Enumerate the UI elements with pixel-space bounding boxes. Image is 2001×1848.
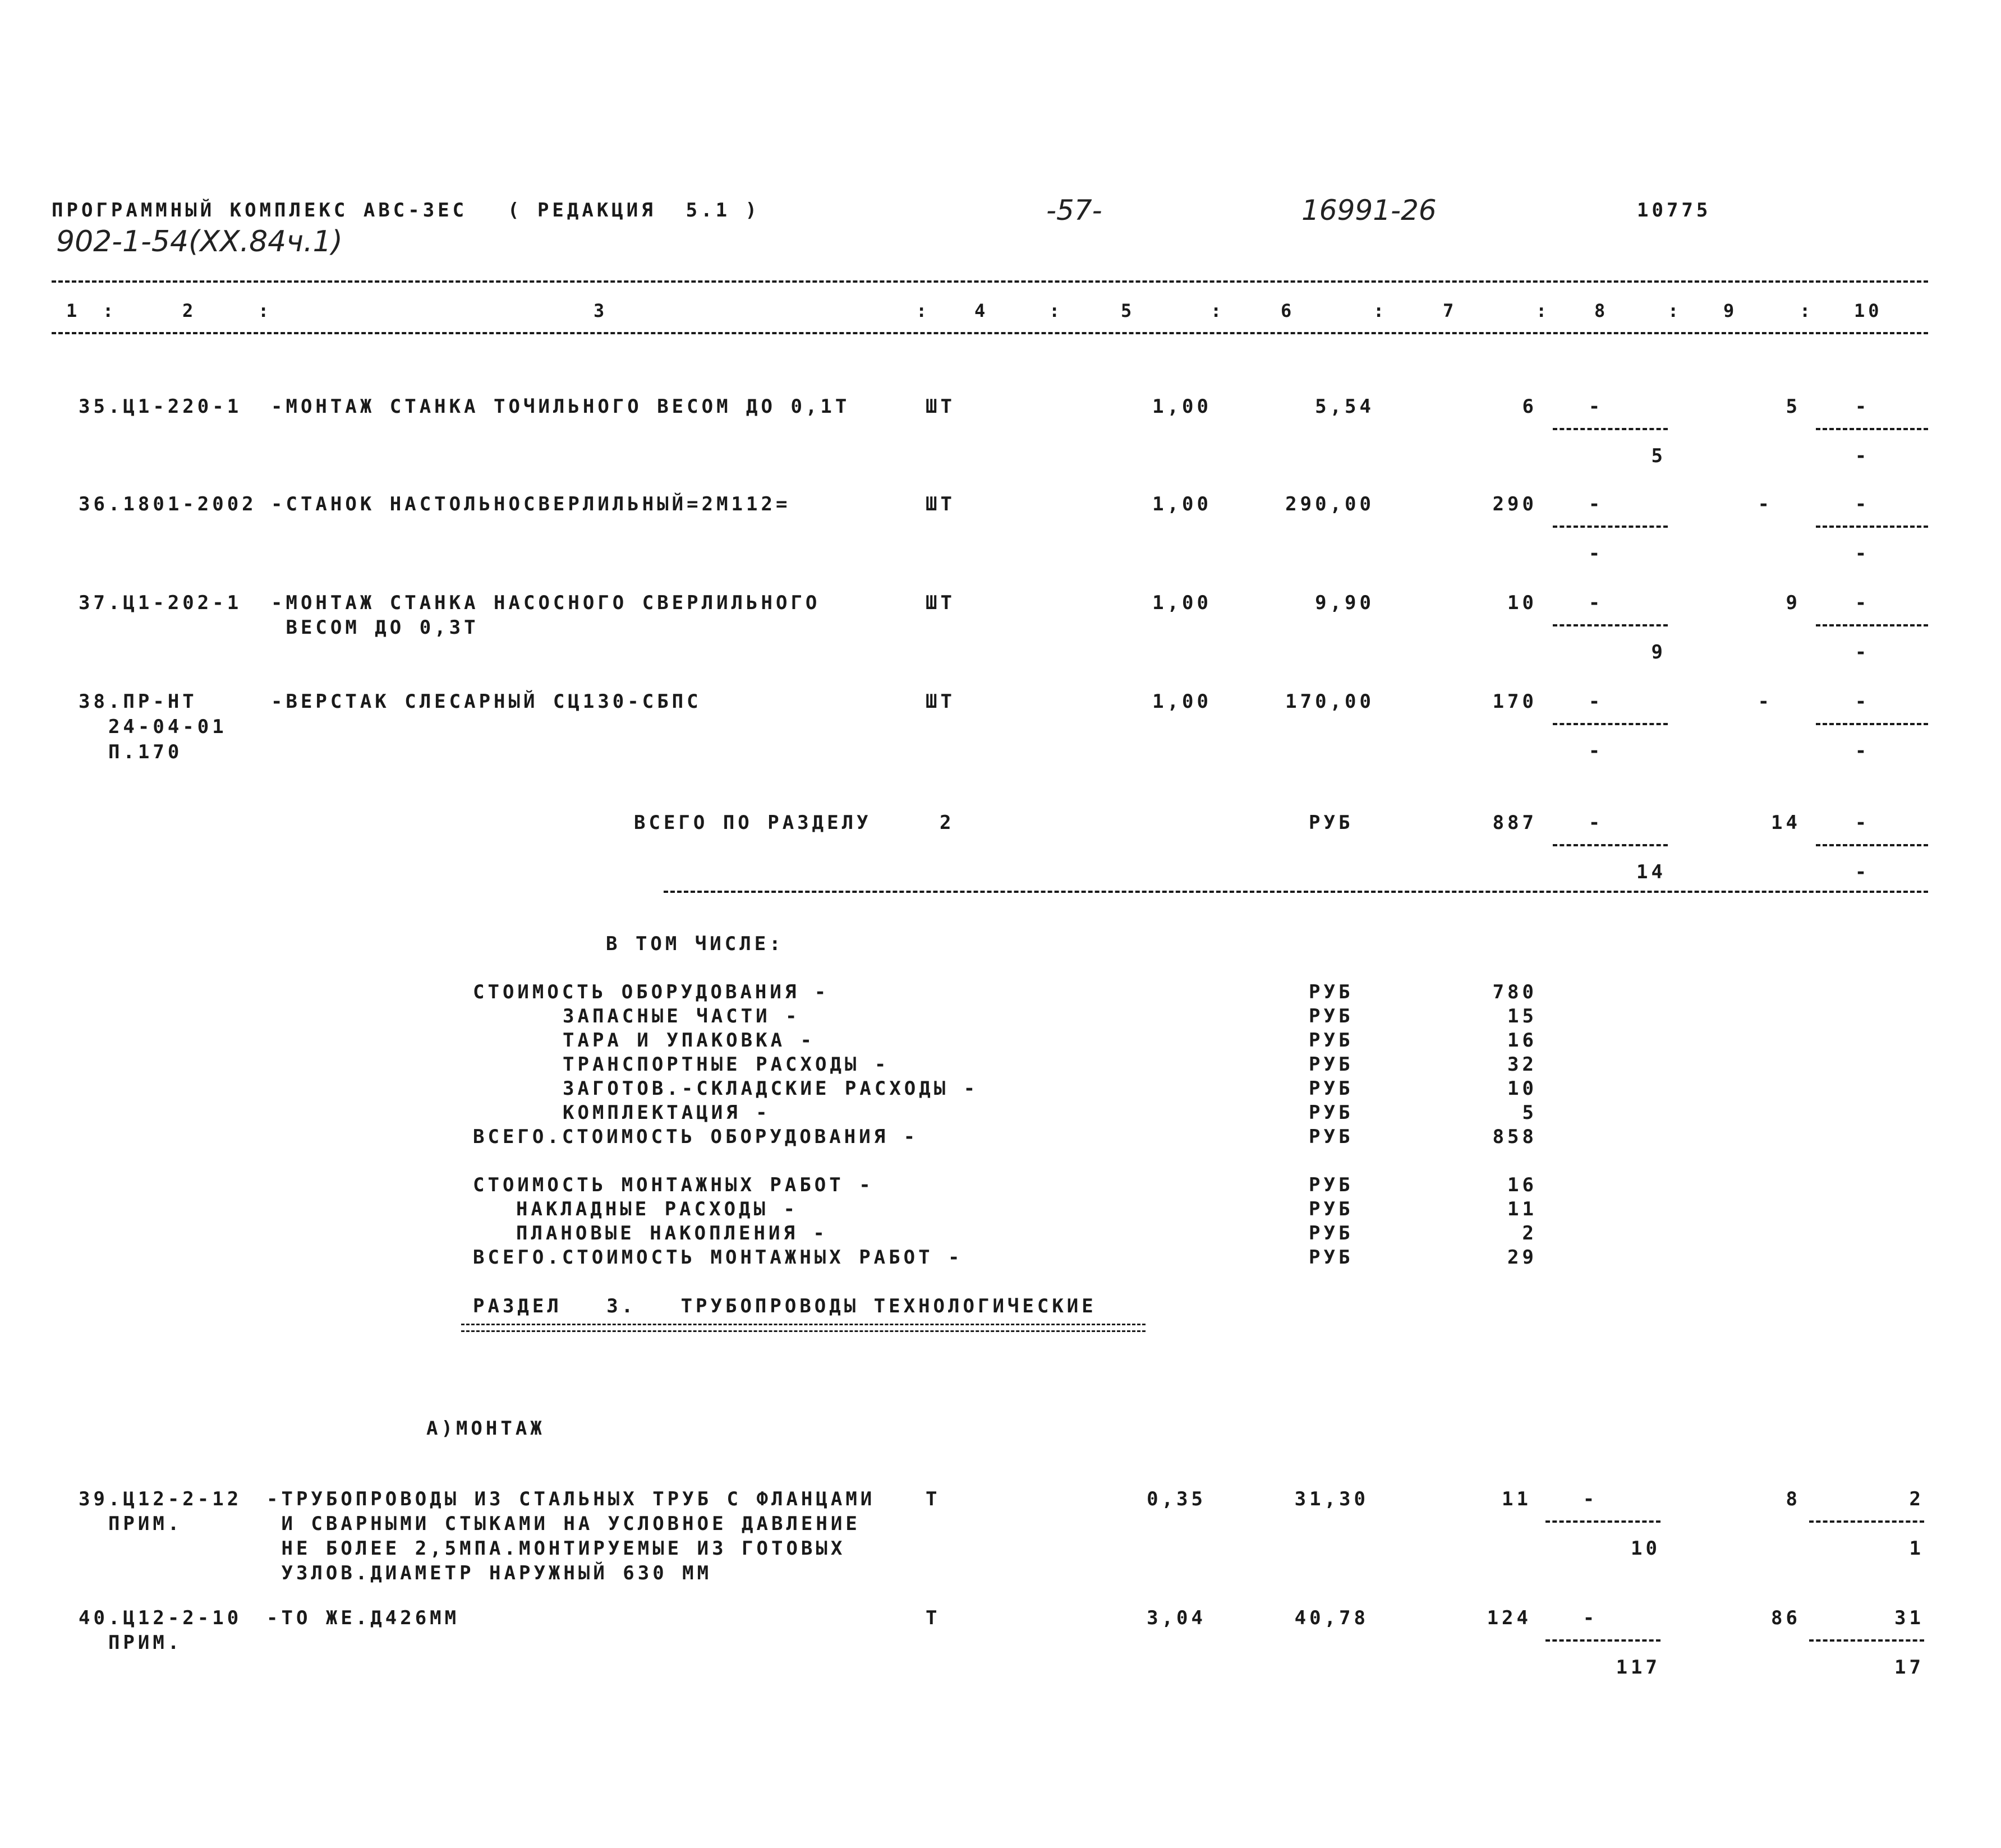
breakdown-value: 15 xyxy=(1507,1005,1537,1027)
col-header-sep: : xyxy=(258,300,273,321)
col-header-3: 3 xyxy=(594,300,608,321)
col-header-sep: : xyxy=(1536,300,1551,321)
breakdown-value: 10 xyxy=(1507,1077,1537,1100)
row-description: -СТАНОК НАСТОЛЬНОСВЕРЛИЛЬНЫЙ=2М112= xyxy=(271,493,791,515)
row-col8-bottom: 117 xyxy=(1616,1656,1660,1679)
breakdown-label: ЗАПАСНЫЕ ЧАСТИ - xyxy=(563,1005,801,1027)
edition-label: ( РЕДАКЦИЯ 5.1 ) xyxy=(508,199,760,222)
breakdown-value: 29 xyxy=(1507,1246,1537,1269)
row-col10-bottom: - xyxy=(1855,740,1870,762)
fraction-rule xyxy=(1553,526,1668,528)
breakdown-value: 780 xyxy=(1492,981,1537,1003)
row-total: 6 xyxy=(1522,395,1537,418)
col-header-sep: : xyxy=(1668,300,1682,321)
row-code-cont: П.170 xyxy=(79,741,183,763)
row-description-cont: УЗЛОВ.ДИАМЕТР НАРУЖНЫЙ 630 ММ xyxy=(266,1562,712,1584)
col-header-sep: : xyxy=(1373,300,1388,321)
fraction-rule xyxy=(1553,624,1668,626)
section-total-rule xyxy=(664,891,1928,893)
row-col8-bottom: 5 xyxy=(1651,445,1666,467)
row-unit-price: 31,30 xyxy=(1294,1488,1369,1510)
row-quantity: 0,35 xyxy=(1147,1488,1206,1510)
row-code: 35.Ц1-220-1 xyxy=(79,395,242,418)
row-total: 124 xyxy=(1487,1607,1531,1629)
row-code-cont: 24-04-01 xyxy=(79,716,227,738)
breakdown-label: ПЛАНОВЫЕ НАКОПЛЕНИЯ - xyxy=(516,1222,828,1245)
col-header-4: 4 xyxy=(974,300,989,321)
fraction-rule xyxy=(1816,624,1928,626)
row-quantity: 1,00 xyxy=(1152,690,1212,713)
row-unit: ШТ xyxy=(926,690,955,713)
breakdown-unit: РУБ xyxy=(1309,1005,1354,1027)
row-description: -ТО ЖЕ.Д426ММ xyxy=(266,1607,460,1629)
row-col10-top: - xyxy=(1855,690,1870,713)
row-code: 38.ПР-НТ xyxy=(79,690,197,713)
col-header-sep: : xyxy=(103,300,117,321)
breakdown-unit: РУБ xyxy=(1309,1053,1354,1076)
breakdown-unit: РУБ xyxy=(1309,1246,1354,1269)
row-col9: 8 xyxy=(1786,1488,1801,1510)
breakdown-value: 16 xyxy=(1507,1174,1537,1196)
breakdown-value: 32 xyxy=(1507,1053,1537,1076)
section-total-col9: 14 xyxy=(1771,812,1801,834)
breakdown-unit: РУБ xyxy=(1309,1102,1354,1124)
breakdown-label: НАКЛАДНЫЕ РАСХОДЫ - xyxy=(516,1198,798,1220)
col-header-5: 5 xyxy=(1121,300,1135,321)
row-quantity: 1,00 xyxy=(1152,395,1212,418)
document-code: 10775 xyxy=(1637,199,1712,222)
section-total-col10-top: - xyxy=(1855,812,1870,834)
row-quantity: 1,00 xyxy=(1152,592,1212,614)
section-total-label: ВСЕГО ПО РАЗДЕЛУ xyxy=(634,812,872,834)
col-header-6: 6 xyxy=(1281,300,1295,321)
row-col8-bottom: 9 xyxy=(1651,641,1666,663)
breakdown-label: ВСЕГО.СТОИМОСТЬ МОНТАЖНЫХ РАБОТ - xyxy=(473,1246,963,1269)
fraction-rule xyxy=(1816,844,1928,846)
breakdown-label: КОМПЛЕКТАЦИЯ - xyxy=(563,1102,771,1124)
row-col8-bottom: 10 xyxy=(1631,1537,1660,1560)
section-total-value: 887 xyxy=(1492,812,1537,834)
breakdown-value: 858 xyxy=(1492,1126,1537,1148)
row-code-cont: ПРИМ. xyxy=(79,1632,183,1654)
row-code: 36.1801-2002 xyxy=(79,493,257,515)
col-header-sep: : xyxy=(1049,300,1064,321)
col-header-sep: : xyxy=(1211,300,1225,321)
row-description: -ВЕРСТАК СЛЕСАРНЫЙ СЦ130-СБПС xyxy=(271,690,702,713)
breakdown-value: 11 xyxy=(1507,1198,1537,1220)
breakdown-value: 2 xyxy=(1522,1222,1537,1245)
row-col8-top: - xyxy=(1588,493,1604,515)
project-code: 902-1-54(XX.84ч.1) xyxy=(56,225,343,259)
row-unit: ШТ xyxy=(926,395,955,418)
section-total-col8-top: - xyxy=(1588,812,1604,834)
col-header-8: 8 xyxy=(1594,300,1609,321)
row-description-cont: И СВАРНЫМИ СТЫКАМИ НА УСЛОВНОЕ ДАВЛЕНИЕ xyxy=(266,1513,861,1535)
row-col8-top: - xyxy=(1583,1607,1598,1629)
row-unit-price: 170,00 xyxy=(1285,690,1374,713)
row-code: 40.Ц12-2-10 xyxy=(79,1607,242,1629)
row-col10-top: 2 xyxy=(1909,1488,1924,1510)
breakdown-label: СТОИМОСТЬ МОНТАЖНЫХ РАБОТ - xyxy=(473,1174,874,1196)
row-quantity: 1,00 xyxy=(1152,493,1212,515)
row-col9: - xyxy=(1758,493,1773,515)
breakdown-unit: РУБ xyxy=(1309,1174,1354,1196)
row-col10-bottom: - xyxy=(1855,641,1870,663)
row-unit: Т xyxy=(926,1607,941,1629)
row-col9: 86 xyxy=(1771,1607,1801,1629)
breakdown-label: ТАРА И УПАКОВКА - xyxy=(563,1029,815,1052)
row-col10-bottom: - xyxy=(1855,542,1870,565)
fraction-rule xyxy=(1809,1639,1924,1642)
breakdown-unit: РУБ xyxy=(1309,1198,1354,1220)
section-total-col8-bottom: 14 xyxy=(1636,861,1666,883)
col-header-7: 7 xyxy=(1443,300,1457,321)
breakdown-unit: РУБ xyxy=(1309,1077,1354,1100)
col-header-1: 1 xyxy=(66,300,81,321)
section-total-count: 2 xyxy=(940,812,955,834)
row-col8-bottom: - xyxy=(1588,740,1604,762)
fraction-rule xyxy=(1816,428,1928,430)
row-col9: 9 xyxy=(1786,592,1801,614)
row-col9: 5 xyxy=(1786,395,1801,418)
header-top-rule xyxy=(52,280,1928,283)
row-col10-top: - xyxy=(1855,592,1870,614)
fraction-rule xyxy=(1816,526,1928,528)
row-description: -МОНТАЖ СТАНКА ТОЧИЛЬНОГО ВЕСОМ ДО 0,1Т xyxy=(271,395,850,418)
row-code-cont: ПРИМ. xyxy=(79,1513,183,1535)
row-col10-bottom: 17 xyxy=(1894,1656,1924,1679)
row-col8-top: - xyxy=(1583,1488,1598,1510)
row-description: -ТРУБОПРОВОДЫ ИЗ СТАЛЬНЫХ ТРУБ С ФЛАНЦАМИ xyxy=(266,1488,876,1510)
row-unit-price: 40,78 xyxy=(1294,1607,1369,1629)
section-heading: РАЗДЕЛ 3. ТРУБОПРОВОДЫ ТЕХНОЛОГИЧЕСКИЕ xyxy=(473,1295,1097,1317)
row-description-cont: ВЕСОМ ДО 0,3Т xyxy=(271,616,479,639)
col-header-9: 9 xyxy=(1723,300,1738,321)
fraction-rule xyxy=(1553,428,1668,430)
document-number: 16991-26 xyxy=(1301,194,1437,227)
section-total-col10-bottom: - xyxy=(1855,861,1870,883)
subsection-heading: А)МОНТАЖ xyxy=(426,1417,545,1440)
row-col10-bottom: 1 xyxy=(1909,1537,1924,1560)
breakdown-unit: РУБ xyxy=(1309,981,1354,1003)
row-unit-price: 5,54 xyxy=(1315,395,1374,418)
row-col8-top: - xyxy=(1588,592,1604,614)
row-total: 290 xyxy=(1492,493,1537,515)
row-col9: - xyxy=(1758,690,1773,713)
row-unit: ШТ xyxy=(926,493,955,515)
fraction-rule xyxy=(1553,723,1668,725)
row-col8-bottom: - xyxy=(1588,542,1604,565)
row-unit-price: 9,90 xyxy=(1315,592,1374,614)
row-total: 10 xyxy=(1507,592,1537,614)
breakdown-label: ЗАГОТОВ.-СКЛАДСКИЕ РАСХОДЫ - xyxy=(563,1077,979,1100)
program-title: ПРОГРАММНЫЙ КОМПЛЕКС АВС-ЗЕС xyxy=(52,199,468,222)
row-unit: ШТ xyxy=(926,592,955,614)
row-col10-bottom: - xyxy=(1855,445,1870,467)
breakdown-label: СТОИМОСТЬ ОБОРУДОВАНИЯ - xyxy=(473,981,830,1003)
col-header-sep: : xyxy=(916,300,931,321)
row-col10-top: - xyxy=(1855,395,1870,418)
breakdown-unit: РУБ xyxy=(1309,1029,1354,1052)
row-unit-price: 290,00 xyxy=(1285,493,1374,515)
section-heading-underline xyxy=(461,1324,1146,1332)
col-header-10: 10 xyxy=(1854,300,1883,321)
row-description: -МОНТАЖ СТАНКА НАСОСНОГО СВЕРЛИЛЬНОГО xyxy=(271,592,821,614)
col-header-sep: : xyxy=(1800,300,1814,321)
breakdown-label: ТРАНСПОРТНЫЕ РАСХОДЫ - xyxy=(563,1053,890,1076)
header-bottom-rule xyxy=(52,332,1928,334)
breakdown-label: ВСЕГО.СТОИМОСТЬ ОБОРУДОВАНИЯ - xyxy=(473,1126,919,1148)
page-number: -57- xyxy=(1046,194,1102,227)
col-header-2: 2 xyxy=(182,300,197,321)
including-title: В ТОМ ЧИСЛЕ: xyxy=(606,933,784,955)
row-code: 37.Ц1-202-1 xyxy=(79,592,242,614)
fraction-rule xyxy=(1545,1520,1660,1523)
section-total-unit: РУБ xyxy=(1309,812,1354,834)
row-unit: Т xyxy=(926,1488,941,1510)
fraction-rule xyxy=(1809,1520,1924,1523)
breakdown-value: 5 xyxy=(1522,1102,1537,1124)
row-description-cont: НЕ БОЛЕЕ 2,5МПА.МОНТИРУЕМЫЕ ИЗ ГОТОВЫХ xyxy=(266,1537,846,1560)
row-total: 170 xyxy=(1492,690,1537,713)
breakdown-unit: РУБ xyxy=(1309,1222,1354,1245)
row-col8-top: - xyxy=(1588,690,1604,713)
row-col10-top: 31 xyxy=(1894,1607,1924,1629)
fraction-rule xyxy=(1545,1639,1660,1642)
row-code: 39.Ц12-2-12 xyxy=(79,1488,242,1510)
breakdown-unit: РУБ xyxy=(1309,1126,1354,1148)
row-col10-top: - xyxy=(1855,493,1870,515)
row-col8-top: - xyxy=(1588,395,1604,418)
fraction-rule xyxy=(1816,723,1928,725)
row-quantity: 3,04 xyxy=(1147,1607,1206,1629)
row-total: 11 xyxy=(1502,1488,1531,1510)
breakdown-value: 16 xyxy=(1507,1029,1537,1052)
fraction-rule xyxy=(1553,844,1668,846)
